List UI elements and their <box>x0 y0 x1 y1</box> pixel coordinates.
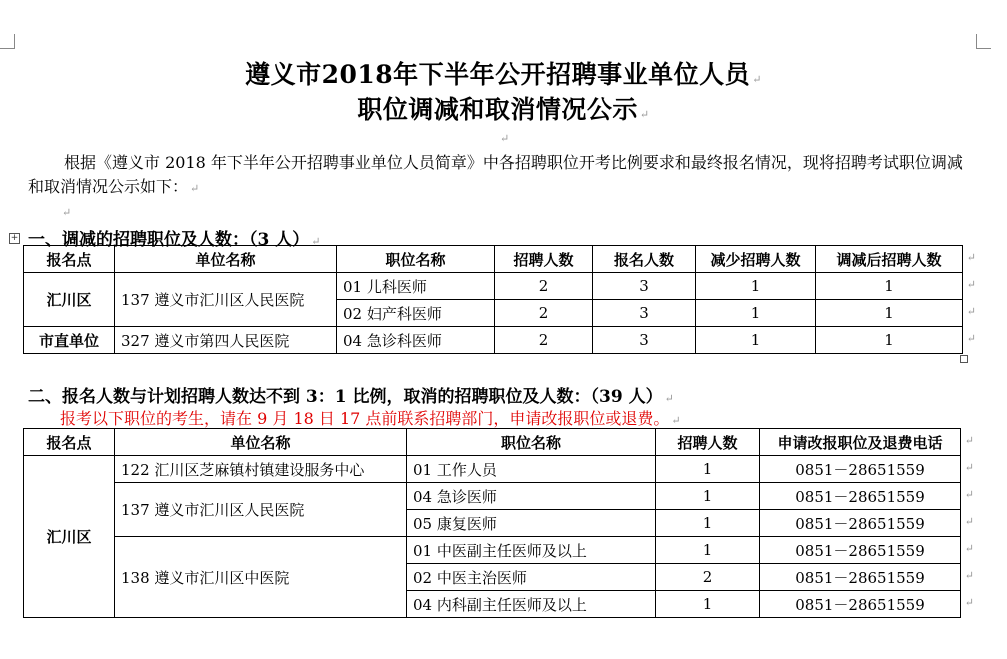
site-cell: 汇川区 <box>24 456 115 618</box>
recruit-count-cell: 2 <box>656 564 760 591</box>
position-name-cell: 05 康复医师 <box>407 510 656 537</box>
recruit-count-cell: 1 <box>656 510 760 537</box>
position-name-cell: 02 中医主治医师 <box>407 564 656 591</box>
adjusted-count-cell: 1 ↵ <box>816 327 963 354</box>
reduce-count-cell: 1 <box>696 273 816 300</box>
phone-cell: 0851－28651559 ↵ <box>760 591 961 618</box>
table-row <box>24 456 961 483</box>
unit-name-cell: 137 遵义市汇川区人民医院 <box>115 483 407 537</box>
position-name-cell: 04 急诊科医师 <box>337 327 495 354</box>
phone-value: 0851－28651559 <box>795 541 925 560</box>
phone-value: 0851－28651559 <box>795 595 925 614</box>
position-name-cell: 01 儿科医师 <box>337 273 495 300</box>
header-cell: 单位名称 <box>115 246 337 273</box>
phone-value: 0851－28651559 <box>795 487 925 506</box>
header-cell: 申请改报职位及退费电话 ↵ <box>760 429 961 456</box>
applicant-count-cell: 3 <box>593 300 696 327</box>
unit-name-cell: 122 汇川区芝麻镇村镇建设服务中心 <box>115 456 407 483</box>
header-cell: 职位名称 <box>407 429 656 456</box>
adjusted-count-value: 1 <box>884 277 894 295</box>
phone-cell: 0851－28651559 ↵ <box>760 537 961 564</box>
paragraph-mark: ↵ <box>500 132 510 145</box>
table-row <box>24 273 963 300</box>
section2-heading: 二、报名人数与计划招聘人数达不到 3：1 比例，取消的招聘职位及人数：（39 人） ↵ <box>28 387 674 407</box>
reduced-positions-table <box>23 245 976 354</box>
phone-value: 0851－28651559 <box>795 568 925 587</box>
phone-cell: 0851－28651559 ↵ <box>760 510 961 537</box>
table-header-row <box>24 246 963 273</box>
header-cell: 职位名称 <box>337 246 495 273</box>
recruit-count-cell: 2 <box>495 273 593 300</box>
phone-cell: 0851－28651559 ↵ <box>760 456 961 483</box>
recruit-count-cell: 2 <box>495 327 593 354</box>
table-move-handle-icon[interactable]: + <box>10 233 19 243</box>
notice-text: 报考以下职位的考生，请在 9 月 18 日 17 点前联系招聘部门，申请改报职位或退费。 ↵ <box>60 409 681 428</box>
section1-heading: 一、调减的招聘职位及人数：（3 人） ↵ <box>28 230 321 250</box>
header-cell: 报名点 <box>24 429 115 456</box>
applicant-count-cell: 3 <box>593 273 696 300</box>
unit-name-cell: 327 遵义市第四人民医院 <box>115 327 337 354</box>
table-row <box>24 327 963 354</box>
phone-value: 0851－28651559 <box>795 460 925 479</box>
recruit-count-cell: 1 <box>656 537 760 564</box>
adjusted-count-value: 1 <box>884 304 894 322</box>
phone-cell: 0851－28651559 ↵ <box>760 564 961 591</box>
adjusted-count-cell: 1 ↵ <box>816 300 963 327</box>
unit-name-cell: 138 遵义市汇川区中医院 <box>115 537 407 618</box>
header-cell: 减少招聘人数 <box>696 246 816 273</box>
site-cell: 汇川区 <box>24 273 115 327</box>
recruit-count-cell: 1 <box>656 456 760 483</box>
phone-value: 0851－28651559 <box>795 514 925 533</box>
phone-cell: 0851－28651559 ↵ <box>760 483 961 510</box>
position-name-cell: 02 妇产科医师 <box>337 300 495 327</box>
table-header-row <box>24 429 961 456</box>
position-name-cell: 01 中医副主任医师及以上 <box>407 537 656 564</box>
position-name-cell: 04 内科副主任医师及以上 <box>407 591 656 618</box>
header-cell: 招聘人数 <box>495 246 593 273</box>
crop-mark-top-left <box>0 34 15 49</box>
recruit-count-cell: 1 <box>656 591 760 618</box>
reduce-count-cell: 1 <box>696 327 816 354</box>
header-cell: 报名点 <box>24 246 115 273</box>
position-name-cell: 01 工作人员 <box>407 456 656 483</box>
unit-name-cell: 137 遵义市汇川区人民医院 <box>115 273 337 327</box>
applicant-count-cell: 3 <box>593 327 696 354</box>
adjusted-count-value: 1 <box>884 331 894 349</box>
header-cell: 调减后招聘人数 ↵ <box>816 246 963 273</box>
table-row <box>24 483 961 510</box>
header-cell: 报名人数 <box>593 246 696 273</box>
crop-mark-top-right <box>976 34 991 49</box>
position-name-cell: 04 急诊医师 <box>407 483 656 510</box>
document-title-line1: 遵义市2018年下半年公开招聘事业单位人员 ↵ <box>245 60 762 89</box>
header-cell: 招聘人数 <box>656 429 760 456</box>
recruit-count-cell: 2 <box>495 300 593 327</box>
site-cell: 市直单位 <box>24 327 115 354</box>
reduce-count-cell: 1 <box>696 300 816 327</box>
paragraph-mark: ↵ <box>62 206 72 219</box>
document-title-line2: 职位调减和取消情况公示 ↵ <box>357 95 650 124</box>
table-resize-handle[interactable] <box>960 355 968 363</box>
cancelled-positions-table <box>23 428 974 618</box>
table-row <box>24 537 961 564</box>
recruit-count-cell: 1 <box>656 483 760 510</box>
header-cell: 单位名称 <box>115 429 407 456</box>
intro-paragraph: 根据《遵义市 2018 年下半年公开招聘事业单位人员简章》中各招聘职位开考比例要求和最终报名情况，现将招聘考试职位调减和取消情况公示如下： ↵ <box>28 153 963 196</box>
adjusted-count-cell: 1 ↵ <box>816 273 963 300</box>
